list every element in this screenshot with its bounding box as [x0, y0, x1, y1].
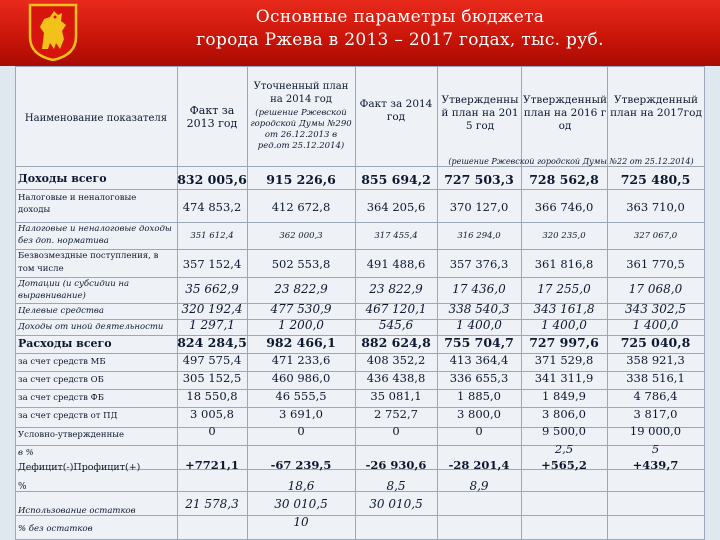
header-refined-2014: Уточненный план на 2014 год [253, 81, 349, 105]
value-conditional-2: 0 [297, 424, 305, 438]
value-mb-6: 358 921,3 [626, 353, 685, 367]
row-label-conditional-pct: в % [18, 448, 34, 458]
value-mb-2: 471 233,6 [271, 353, 331, 367]
value-mb-4: 413 364,4 [449, 353, 509, 367]
value-grants-1: 35 662,9 [185, 282, 239, 296]
value-targeted-4: 338 540,3 [448, 302, 510, 316]
row-label-fb: за счет средств ФБ [18, 393, 104, 403]
title-line-1: Основные параметры бюджета [255, 7, 545, 27]
row-label-other-income: Доходы от иной деятельности [18, 322, 164, 332]
value-expenses-3: 882 624,8 [361, 335, 431, 350]
value-fb-5: 1 849,9 [542, 389, 586, 403]
row-label-deficit: Дефицит(-)Профицит(+) [18, 462, 141, 473]
header-name: Наименование показателя [24, 113, 168, 124]
row-label-pd: за счет средств от ПД [18, 411, 118, 421]
value-balances-2: 30 010,5 [274, 497, 328, 511]
value-mb-3: 408 352,2 [366, 353, 426, 367]
value-pd-6: 3 817,0 [633, 407, 678, 421]
value-income-4: 727 503,3 [444, 172, 514, 187]
header-plan-2015: Утвержденный план на 2015 год [441, 94, 519, 132]
value-expenses-4: 755 704,7 [444, 335, 514, 350]
value-targeted-5: 343 161,8 [533, 302, 595, 316]
header-fact-2014: Факт за 2014 год [359, 98, 433, 123]
value-conditional-6: 19 000,0 [629, 424, 682, 438]
value-deficit-pct-2: 18,6 [287, 479, 315, 493]
value-pd-5: 3 806,0 [542, 407, 586, 421]
value-expenses-6: 725 040,8 [620, 335, 691, 350]
row-label-targeted: Целевые средства [18, 306, 104, 316]
value-other-income-2: 1 200,0 [278, 318, 324, 332]
value-tax-extra-1: 351 612,4 [190, 231, 234, 241]
value-gratuitous-2: 502 553,8 [271, 257, 331, 271]
header-fact-2013: Факт за 2013 год [186, 104, 238, 130]
row-label-conditional: Условно-утвержденные [18, 430, 125, 440]
value-ob-3: 436 438,8 [366, 371, 426, 385]
value-tax-3: 364 205,6 [366, 200, 426, 214]
row-label-ob: за счет средств ОБ [18, 375, 104, 385]
value-tax-extra-4: 316 294,0 [457, 231, 501, 241]
value-expenses-2: 982 466,1 [266, 335, 336, 350]
row-label-balances-pct: % без остатков [18, 524, 93, 534]
value-deficit-pct-3: 8,5 [386, 479, 406, 493]
value-ob-5: 341 311,9 [534, 371, 594, 385]
value-conditional-5: 9 500,0 [542, 424, 586, 438]
value-tax-5: 366 746,0 [534, 200, 594, 214]
row-label-deficit-pct: % [18, 482, 27, 492]
value-other-income-5: 1 400,0 [541, 318, 587, 332]
value-other-income-1: 1 297,1 [189, 318, 235, 332]
value-deficit-2: -67 239,5 [270, 458, 332, 472]
row-label-tax: Налоговые и неналоговые доходы [18, 193, 137, 215]
row-label-income: Доходы всего [18, 172, 107, 185]
value-deficit-1: +7721,1 [185, 458, 239, 472]
value-targeted-3: 467 120,1 [365, 302, 427, 316]
table-border [15, 66, 705, 67]
value-pd-4: 3 800,0 [457, 407, 501, 421]
value-tax-1: 474 853,2 [182, 200, 242, 214]
budget-table [15, 66, 705, 540]
value-conditional-3: 0 [392, 424, 400, 438]
value-mb-1: 497 575,4 [182, 353, 242, 367]
row-label-expenses: Расходы всего [18, 337, 112, 350]
value-grants-3: 23 822,9 [369, 282, 423, 296]
value-tax-2: 412 672,8 [271, 200, 331, 214]
value-tax-extra-2: 362 000,3 [279, 231, 323, 241]
value-ob-2: 460 986,0 [271, 371, 331, 385]
value-deficit-4: -28 201,4 [448, 458, 510, 472]
value-fb-6: 4 786,4 [633, 389, 678, 403]
value-ob-4: 336 655,3 [449, 371, 509, 385]
value-fb-1: 18 550,8 [186, 389, 238, 403]
value-balances-pct-2: 10 [293, 515, 309, 529]
value-deficit-5: +565,2 [541, 458, 587, 472]
row-label-gratuitous: Безвозмездные поступления, в том числе [18, 251, 159, 274]
value-conditional-4: 0 [475, 424, 483, 438]
header-plans-note: (решение Ржевской городской Думы №22 от 25.12.2014) [448, 157, 694, 166]
row-divider [15, 189, 705, 190]
value-targeted-1: 320 192,4 [181, 302, 243, 316]
header-plan-2017: Утвержденный план на 2017год [610, 94, 702, 119]
value-pd-1: 3 005,8 [190, 407, 234, 421]
value-pd-3: 2 752,7 [374, 407, 418, 421]
value-mb-5: 371 529,8 [534, 353, 594, 367]
value-fb-4: 1 885,0 [457, 389, 501, 403]
value-conditional-pct-6: 5 [651, 442, 660, 456]
value-conditional-1: 0 [208, 424, 216, 438]
row-label-balances: Использование остатков [18, 506, 136, 516]
header-plan-2016: Утвержденный план на 2016 год [523, 94, 607, 132]
value-other-income-6: 1 400,0 [632, 318, 679, 332]
value-income-3: 855 694,2 [361, 172, 431, 187]
value-grants-2: 23 822,9 [274, 282, 328, 296]
value-gratuitous-6: 361 770,5 [626, 257, 685, 271]
value-expenses-1: 824 284,5 [177, 335, 247, 350]
row-label-grants: Дотации (и субсидии на выравнивание) [18, 279, 130, 301]
value-ob-6: 338 516,1 [626, 371, 685, 385]
value-targeted-6: 343 302,5 [624, 302, 687, 316]
page-title [90, 6, 710, 52]
value-grants-4: 17 436,0 [452, 282, 506, 296]
value-income-5: 728 562,8 [529, 172, 599, 187]
value-tax-6: 363 710,0 [626, 200, 685, 214]
value-gratuitous-4: 357 376,3 [449, 257, 509, 271]
value-balances-3: 30 010,5 [369, 497, 423, 511]
value-other-income-4: 1 400,0 [456, 318, 502, 332]
value-deficit-6: +439,7 [632, 458, 679, 472]
value-other-income-3: 545,6 [378, 318, 414, 332]
value-gratuitous-3: 491 488,6 [366, 257, 426, 271]
value-tax-extra-6: 327 067,0 [633, 231, 678, 241]
value-grants-6: 17 068,0 [628, 282, 683, 296]
row-label-tax-extra: Налоговые и неналоговые доходы без доп. норматива [18, 224, 172, 246]
value-conditional-pct-5: 2,5 [554, 442, 574, 456]
value-tax-extra-3: 317 455,4 [374, 231, 418, 241]
value-gratuitous-1: 357 152,4 [182, 257, 242, 271]
value-gratuitous-5: 361 816,8 [534, 257, 594, 271]
value-tax-4: 370 127,0 [449, 200, 509, 214]
value-balances-1: 21 578,3 [185, 497, 239, 511]
title-line-2: города Ржева в 2013 – 2017 годах, тыс. руб. [196, 30, 604, 50]
value-fb-3: 35 081,1 [370, 389, 422, 403]
lion-crest-icon [28, 3, 78, 61]
value-pd-2: 3 691,0 [279, 407, 323, 421]
value-income-2: 915 226,6 [266, 172, 336, 187]
value-income-1: 832 005,6 [177, 172, 247, 187]
title-banner [0, 0, 720, 66]
row-label-mb: за счет средств МБ [18, 357, 106, 367]
value-income-6: 725 480,5 [620, 172, 691, 187]
value-ob-1: 305 152,5 [182, 371, 242, 385]
value-fb-2: 46 555,5 [275, 389, 327, 403]
value-targeted-2: 477 530,9 [270, 302, 332, 316]
value-deficit-pct-4: 8,9 [469, 479, 489, 493]
value-tax-extra-5: 320 235,0 [542, 231, 586, 241]
value-deficit-3: -26 930,6 [365, 458, 427, 472]
header-refined-2014-note: (решение Ржевской городской Думы №290 от 26.12.2013 в ред.от 25.12.2014) [250, 108, 352, 151]
value-grants-5: 17 255,0 [537, 282, 591, 296]
value-expenses-5: 727 997,6 [529, 335, 599, 350]
